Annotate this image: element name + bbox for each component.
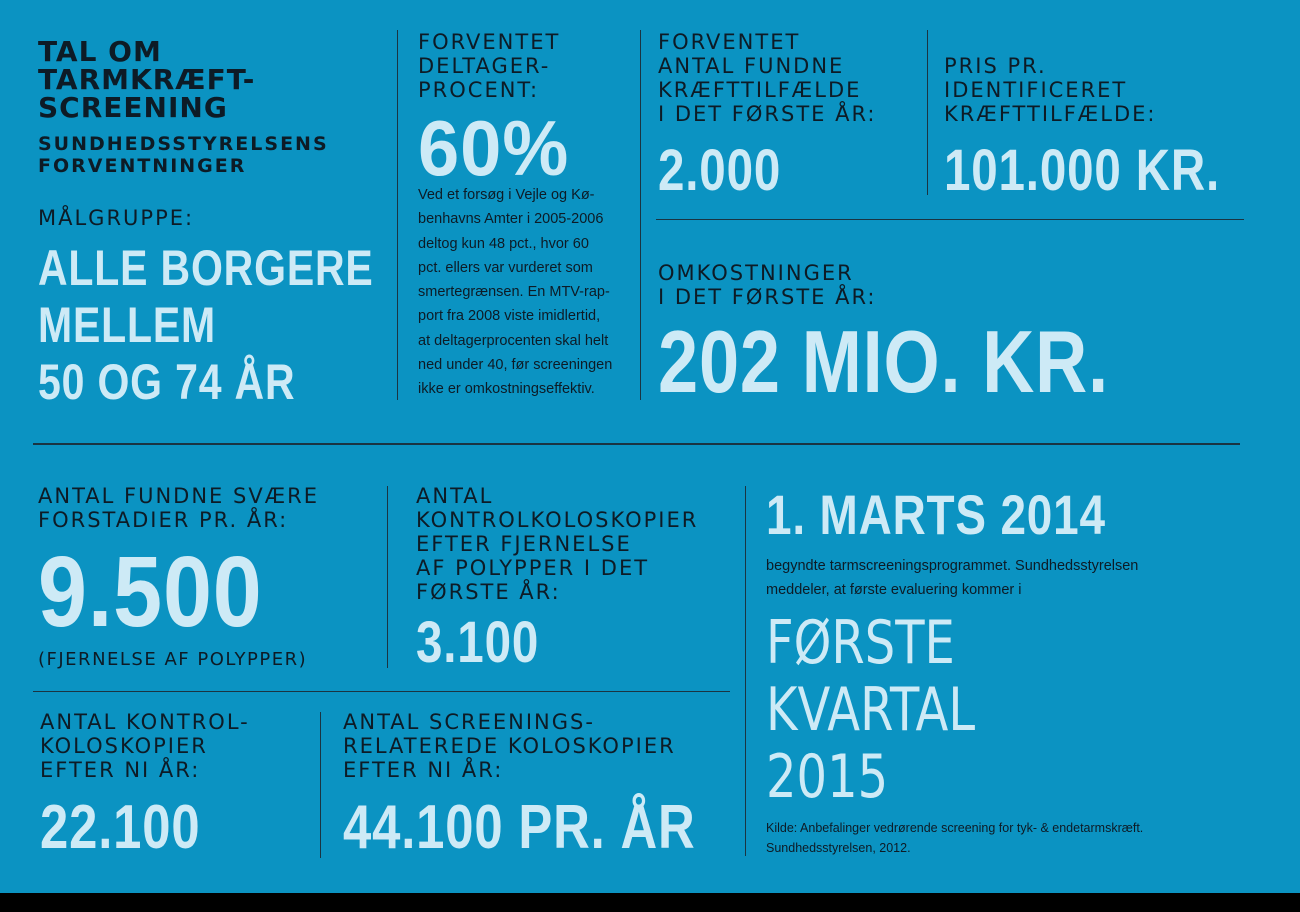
screening-related-value: 44.100 PR. ÅR xyxy=(343,793,696,862)
start-text: begyndte tarmscreeningsprogrammet. Sundhedsstyrelsen meddeler, at første evaluering kommer i xyxy=(766,558,1139,599)
participation-text: Ved et forsøg i Vejle og Kø- benhavns Amter i 2005-2006 deltog kun 48 pct., hvor 60 pct. ellers var vurderet som smertegrænsen. En MTV-rap- port fra 2008 viste imidlertid, at deltagerprocenten skal helt ned under 40, før screeningen ikke er omkostningseffektiv. xyxy=(418,187,613,398)
costs-label: OMKOSTNINGER I DET FØRSTE ÅR: xyxy=(658,261,877,309)
divider xyxy=(927,30,928,195)
section-divider xyxy=(33,443,1240,445)
price-label: PRIS PR. IDENTIFICERET KRÆFTTILFÆLDE: xyxy=(944,54,1157,126)
start-date: 1. MARTS 2014 xyxy=(766,483,1106,546)
precursors-label: ANTAL FUNDNE SVÆRE FORSTADIER PR. ÅR: xyxy=(38,484,320,532)
source-note: Kilde: Anbefalinger vedrørende screening for tyk- & endetarmskræft. Sundhedsstyrelsen, 2012. xyxy=(766,821,1144,855)
costs-value: 202 MIO. KR. xyxy=(658,312,1109,411)
cancer-cases-value: 2.000 xyxy=(658,138,782,203)
target-group-value: ALLE BORGERE MELLEM 50 OG 74 ÅR xyxy=(38,240,374,410)
control-first-year-label: ANTAL KONTROLKOLOSKOPIER EFTER FJERNELSE AF POLYPPER I DET FØRSTE ÅR: xyxy=(416,484,699,604)
control-nine-years-value: 22.100 xyxy=(40,793,201,862)
screening-related-label: ANTAL SCREENINGS- RELATEREDE KOLOSKOPIER EFTER NI ÅR: xyxy=(343,710,676,782)
price-value: 101.000 KR. xyxy=(944,138,1221,203)
divider xyxy=(656,219,1244,220)
infographic-title: TAL OM TARMKRÆFT- SCREENING xyxy=(38,35,256,124)
target-group-label: MÅLGRUPPE: xyxy=(38,206,195,230)
precursors-value: 9.500 xyxy=(38,536,263,648)
participation-label: FORVENTET DELTAGER- PROCENT: xyxy=(418,30,561,102)
footer-bar xyxy=(0,893,1300,912)
cancer-cases-label: FORVENTET ANTAL FUNDNE KRÆFTTILFÆLDE I DET FØRSTE ÅR: xyxy=(658,30,877,126)
participation-value: 60% xyxy=(418,104,570,192)
divider xyxy=(397,30,398,400)
evaluation-period: FØRSTE KVARTAL 2015 xyxy=(766,608,976,812)
control-first-year-value: 3.100 xyxy=(416,610,540,675)
precursors-note: (FJERNELSE AF POLYPPER) xyxy=(38,649,308,670)
divider xyxy=(320,712,321,858)
infographic-subtitle: SUNDHEDSSTYRELSENS FORVENTNINGER xyxy=(38,133,329,177)
control-nine-years-label: ANTAL KONTROL- KOLOSKOPIER EFTER NI ÅR: xyxy=(40,710,250,782)
divider xyxy=(33,691,730,692)
divider xyxy=(387,486,388,668)
divider xyxy=(640,30,641,400)
divider xyxy=(745,486,746,856)
